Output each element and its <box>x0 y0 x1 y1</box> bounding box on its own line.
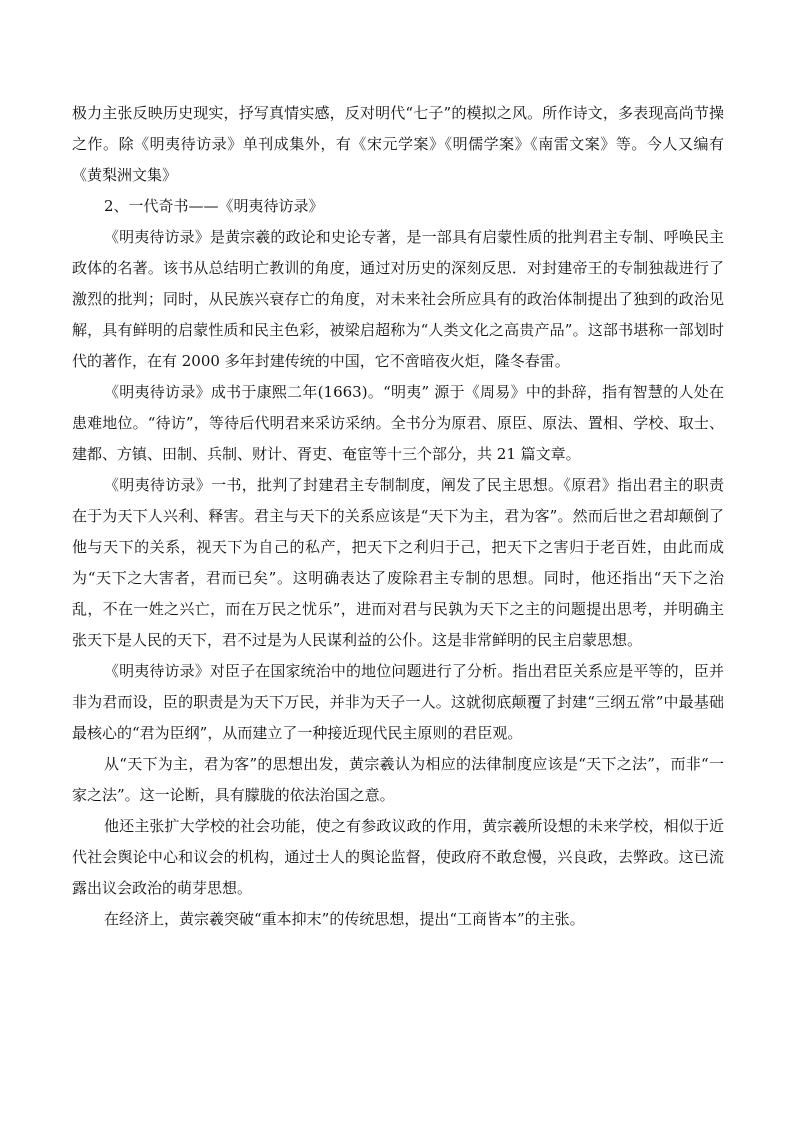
paragraph-economy: 在经济上，黄宗羲突破“重本抑末”的传统思想，提出“工商皆本”的主张。 <box>104 910 585 928</box>
paragraph-ruler-minister: 《明夷待访录》对臣子在国家统治中的地位问题进行了分析。指出君臣关系应是平等的，臣并非为君而设，臣的职责是为天下万民，并非为天子一人。这就彻底颠覆了封建“三纲五常”中最基础最核心的“君为臣纲”，从而建立了一种接近现代民主原则的君臣观。 <box>72 662 724 742</box>
paragraph-critique-monarchy: 《明夷待访录》一书，批判了封建君主专制制度，阐发了民主思想。《原君》指出君主的职责在于为天下人兴利、释害。君主与天下的关系应该是“天下为主，君为客”。然而后世之君却颠倒了他与天下的关系，视天下为自己的私产，把天下之利归于己，把天下之害归于老百姓，由此而成为“天下之大害者，君而已矣”。这明确表达了废除君主专制的思想。同时，他还指出“天下之治乱，不在一姓之兴亡，而在万民之忧乐”，进而对君与民孰为天下之主的问题提出思考，并明确主张天下是人民的天下，君不过是为人民谋利益的公仆。这是非常鲜明的民主启蒙思想。 <box>72 476 724 649</box>
paragraph-book-overview: 《明夷待访录》是黄宗羲的政论和史论专著，是一部具有启蒙性质的批判君主专制、呼唤民主政体的名著。该书从总结明亡教训的角度，通过对历史的深刻反思．对封建帝王的专制独裁进行了激烈的批判；同时，从民族兴衰存亡的角度，对未来社会所应具有的政治体制提出了独到的政治见解，具有鲜明的启蒙性质和民主色彩，被梁启超称为“人类文化之高贵产品”。这部书堪称一部划时代的著作，在有 2000 多年封建传统的中国，它不啻暗夜火炬，隆冬春雷。 <box>72 228 724 370</box>
paragraph-intro-continued: 极力主张反映历史现实，抒写真情实感，反对明代“七子”的模拟之风。所作诗文，多表现高尚节操之作。除《明夷待访录》单刊成集外，有《宋元学案》《明儒学案》《南雷文案》等。今人又编有《黄梨洲文集》 <box>72 104 724 184</box>
paragraph-law: 从“天下为主，君为客”的思想出发，黄宗羲认为相应的法律制度应该是“天下之法”，而非“一家之法”。这一论断，具有朦胧的依法治国之意。 <box>72 755 724 804</box>
paragraph-schools: 他还主张扩大学校的社会功能，使之有参政议政的作用，黄宗羲所设想的未来学校，相似于近代社会舆论中心和议会的机构，通过士人的舆论监督，使政府不敢怠慢，兴良政，去弊政。这已流露出议会政治的萌芽思想。 <box>72 817 724 897</box>
section-heading: 2、一代奇书——《明夷待访录》 <box>104 197 324 215</box>
document-body <box>72 98 724 935</box>
paragraph-book-origin: 《明夷待访录》成书于康熙二年(1663)。“明夷” 源于《周易》中的卦辞，指有智慧的人处在患难地位。“待访”，等待后代明君来采访采纳。全书分为原君、原臣、原法、置相、学校、取士、建都、方镇、田制、兵制、财计、胥吏、奄宦等十三个部分，共 21 篇文章。 <box>72 383 724 463</box>
